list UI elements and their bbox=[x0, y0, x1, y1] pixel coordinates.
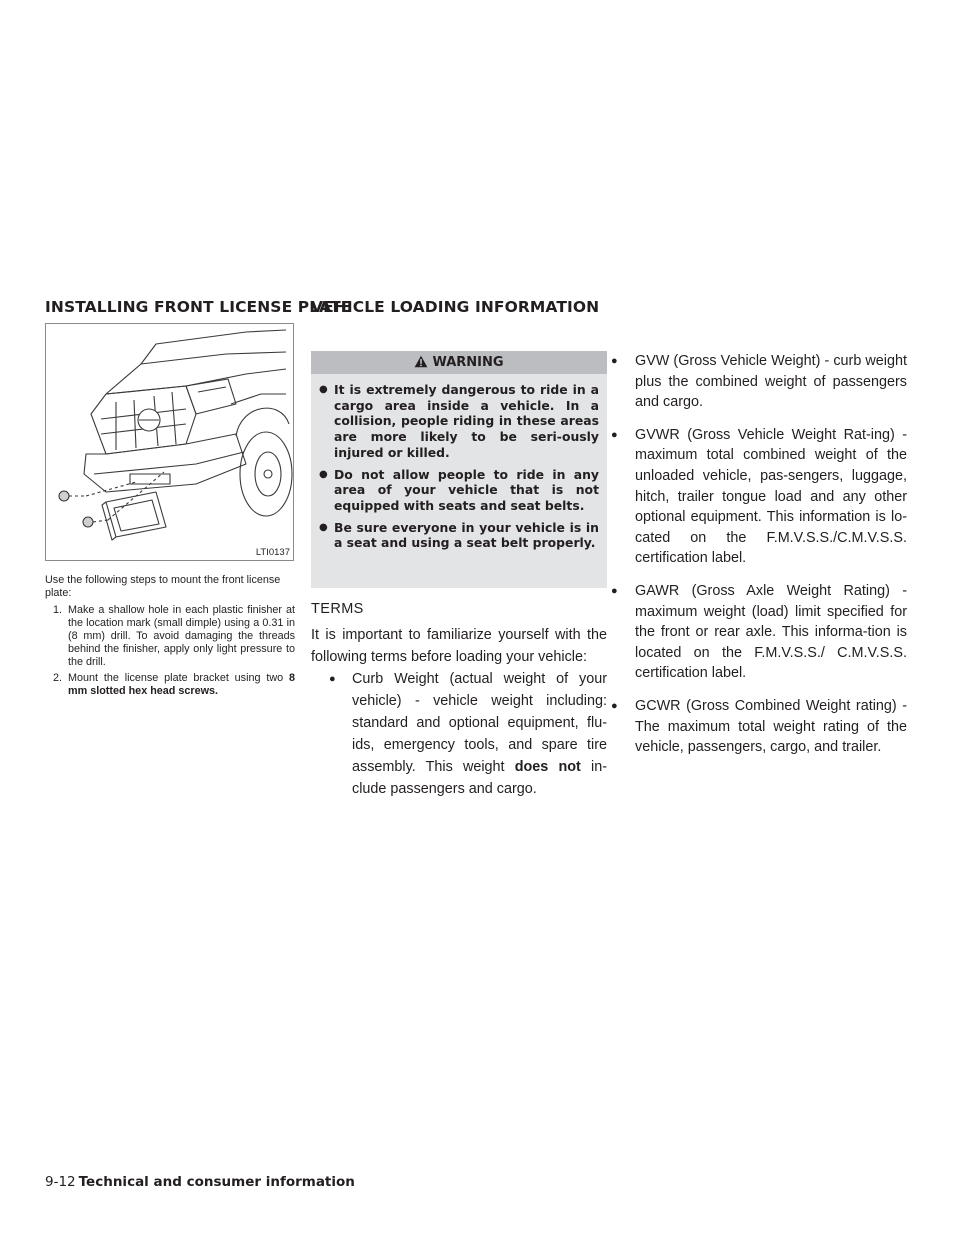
warning-item: ● Do not allow people to ride in any area of your vehicle that is not equipped with seats and seat belts. bbox=[319, 467, 599, 514]
warning-box bbox=[311, 351, 607, 588]
step-item bbox=[45, 604, 295, 669]
terms-intro: It is important to familiarize yourself with the following terms before loading your vehicle: bbox=[311, 627, 607, 665]
weight-terms-column bbox=[611, 351, 907, 770]
section-heading-license-plate: INSTALLING FRONT LICENSE PLATE bbox=[45, 298, 352, 316]
warning-header bbox=[311, 351, 607, 374]
warning-title: WARNING bbox=[432, 355, 504, 370]
term-curb-weight bbox=[329, 668, 607, 800]
page-number: 9-12 bbox=[45, 1174, 76, 1190]
term-gvw: ● GVW (Gross Vehicle Weight) - curb weight plus the combined weight of passengers and cargo. bbox=[611, 351, 907, 413]
steps-list bbox=[45, 604, 295, 698]
step-text: Mount the license plate bracket using two bbox=[68, 672, 289, 684]
term-text: Curb Weight (actual weight of your vehicle) - vehicle weight including: standard and optional equipment, flu-ids, emergency tools, and spare tire assembly. This weight bbox=[352, 671, 607, 775]
step-number: 2. bbox=[53, 672, 63, 684]
figure-label: LTI0137 bbox=[255, 547, 290, 558]
step-number: 1. bbox=[53, 604, 63, 616]
warning-list bbox=[311, 374, 607, 551]
license-plate-instructions bbox=[45, 574, 295, 698]
terms-list bbox=[311, 668, 607, 800]
terms-section bbox=[311, 598, 607, 800]
term-gawr: ● GAWR (Gross Axle Weight Rating) - maximum weight (load) limit specified for the front or rear axle. This informa-tion is located on the F.M.V.S.S./ C.M.V.S.S. certification label. bbox=[611, 581, 907, 684]
warning-item: ● It is extremely dangerous to ride in a cargo area inside a vehicle. In a collision, people riding in these areas are more likely to be seri-ously injured or killed. bbox=[319, 382, 599, 461]
weight-terms-list bbox=[611, 351, 907, 758]
footer-section-title: Technical and consumer information bbox=[78, 1174, 355, 1190]
step-text-bold: 8 mm slotted hex head screws. bbox=[68, 672, 295, 697]
term-gvwr: ● GVWR (Gross Vehicle Weight Rat-ing) - maximum total combined weight of the unloaded vehicle, pas-sengers, luggage, hitch, trailer tongue load and any other optional equipment. This information is lo-cated on the F.M.V.S.S./C.M.V.S.S. certification label. bbox=[611, 425, 907, 569]
step-item bbox=[45, 672, 295, 698]
license-plate-figure bbox=[45, 323, 294, 561]
warning-item: ● Be sure everyone in your vehicle is in a seat and using a seat belt properly. bbox=[319, 520, 599, 551]
term-text-end: in-clude passengers and cargo. bbox=[352, 759, 607, 797]
warning-triangle-icon bbox=[414, 355, 428, 368]
term-text-bold: does not bbox=[514, 759, 581, 775]
instructions-intro: Use the following steps to mount the front license plate: bbox=[45, 574, 281, 599]
terms-heading: TERMS bbox=[311, 601, 364, 617]
term-gcwr: ● GCWR (Gross Combined Weight rating) - The maximum total weight rating of the vehicle, passengers, cargo, and trailer. bbox=[611, 696, 907, 758]
section-heading-vehicle-loading: VEHICLE LOADING INFORMATION bbox=[311, 298, 600, 316]
truck-front-illustration bbox=[46, 324, 293, 560]
page-footer bbox=[45, 1174, 355, 1190]
step-text: Make a shallow hole in each plastic finisher at the location mark (small dimple) using a 0.31 in (8 mm) drill. To avoid damaging the threads behind the finisher, apply only light pressure to the drill. bbox=[68, 604, 295, 668]
